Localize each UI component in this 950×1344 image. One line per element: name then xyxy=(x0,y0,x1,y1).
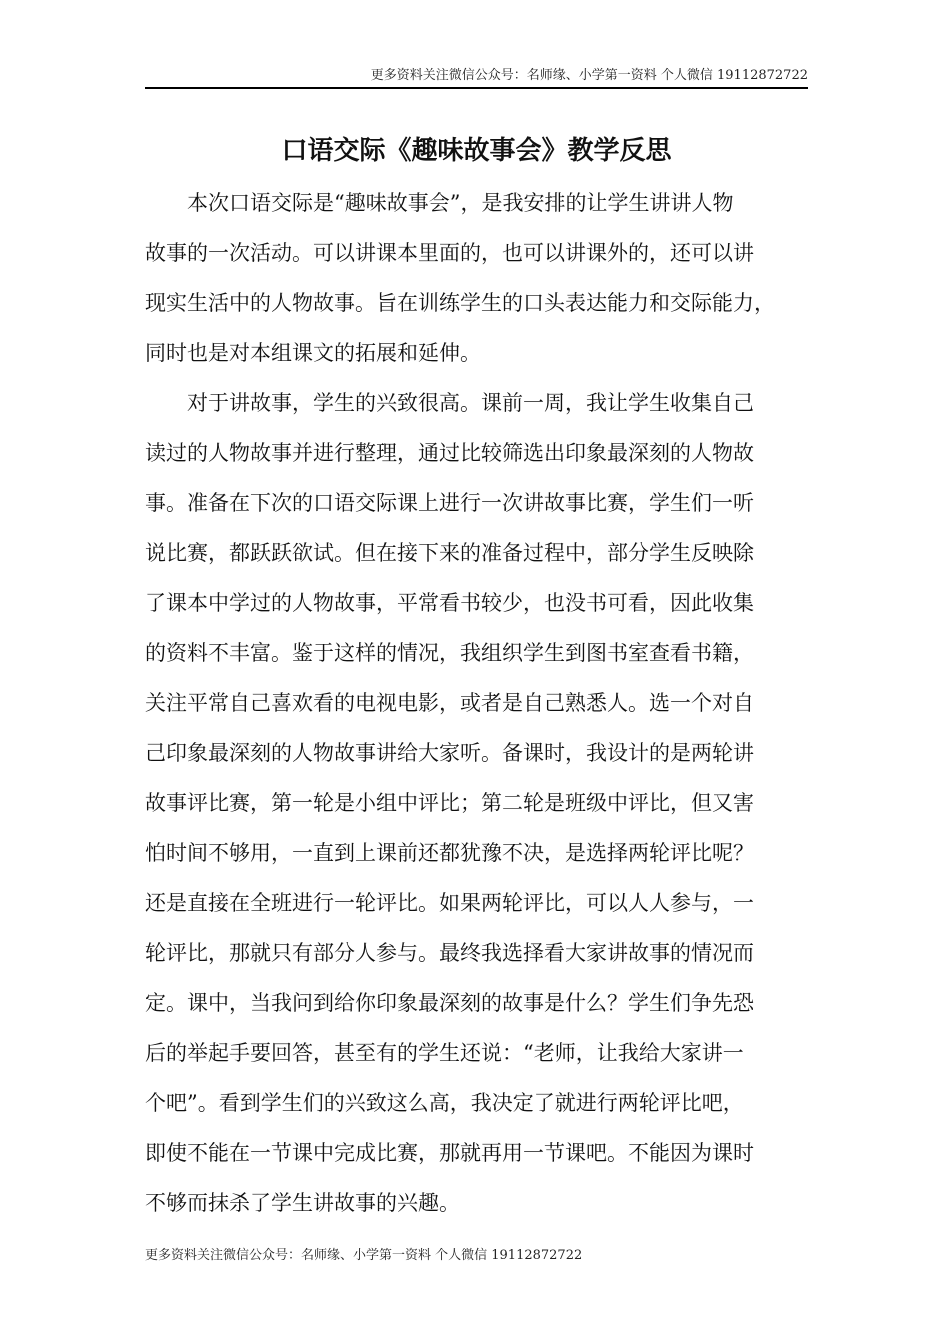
page-footer: 更多资料关注微信公众号：名师缘、小学第一资料 个人微信 19112872722 xyxy=(145,1248,583,1263)
body-line: 个吧”。看到学生们的兴致这么高，我决定了就进行两轮评比吧， xyxy=(145,1091,744,1115)
body-line: 对于讲故事，学生的兴致很高。课前一周，我让学生收集自己 xyxy=(145,391,754,415)
document-body xyxy=(145,178,835,1228)
body-line: 故事的一次活动。可以讲课本里面的，也可以讲课外的，还可以讲 xyxy=(145,241,754,265)
body-line: 说比赛，都跃跃欲试。但在接下来的准备过程中，部分学生反映除 xyxy=(145,541,754,565)
page-header: 更多资料关注微信公众号：名师缘、小学第一资料 个人微信 19112872722 xyxy=(370,68,808,83)
body-line: 己印象最深刻的人物故事讲给大家听。备课时，我设计的是两轮讲 xyxy=(145,741,754,765)
body-line: 不够而抹杀了学生讲故事的兴趣。 xyxy=(145,1191,460,1215)
body-line: 定。课中，当我问到给你印象最深刻的故事是什么？学生们争先恐 xyxy=(145,991,754,1015)
body-line: 读过的人物故事并进行整理，通过比较筛选出印象最深刻的人物故 xyxy=(145,441,754,465)
body-line: 关注平常自己喜欢看的电视电影，或者是自己熟悉人。选一个对自 xyxy=(145,691,754,715)
body-line: 后的举起手要回答，甚至有的学生还说：“老师，让我给大家讲一 xyxy=(145,1041,744,1065)
body-line: 故事评比赛，第一轮是小组中评比；第二轮是班级中评比，但又害 xyxy=(145,791,754,815)
body-line: 怕时间不够用，一直到上课前还都犹豫不决，是选择两轮评比呢？ xyxy=(145,841,754,865)
body-line: 还是直接在全班进行一轮评比。如果两轮评比，可以人人参与，一 xyxy=(145,891,754,915)
header-divider xyxy=(145,87,808,89)
document-title: 口语交际《趣味故事会》教学反思 xyxy=(281,136,672,166)
body-line: 事。准备在下次的口语交际课上进行一次讲故事比赛，学生们一听 xyxy=(145,491,754,515)
body-line: 了课本中学过的人物故事，平常看书较少，也没书可看，因此收集 xyxy=(145,591,754,615)
body-line: 本次口语交际是“趣味故事会”，是我安排的让学生讲讲人物 xyxy=(145,191,734,215)
body-line: 即使不能在一节课中完成比赛，那就再用一节课吧。不能因为课时 xyxy=(145,1141,754,1165)
body-line: 轮评比，那就只有部分人参与。最终我选择看大家讲故事的情况而 xyxy=(145,941,754,965)
body-line: 同时也是对本组课文的拓展和延伸。 xyxy=(145,341,481,365)
body-line: 的资料不丰富。鉴于这样的情况，我组织学生到图书室查看书籍， xyxy=(145,641,754,665)
body-line: 现实生活中的人物故事。旨在训练学生的口头表达能力和交际能力， xyxy=(145,291,775,315)
